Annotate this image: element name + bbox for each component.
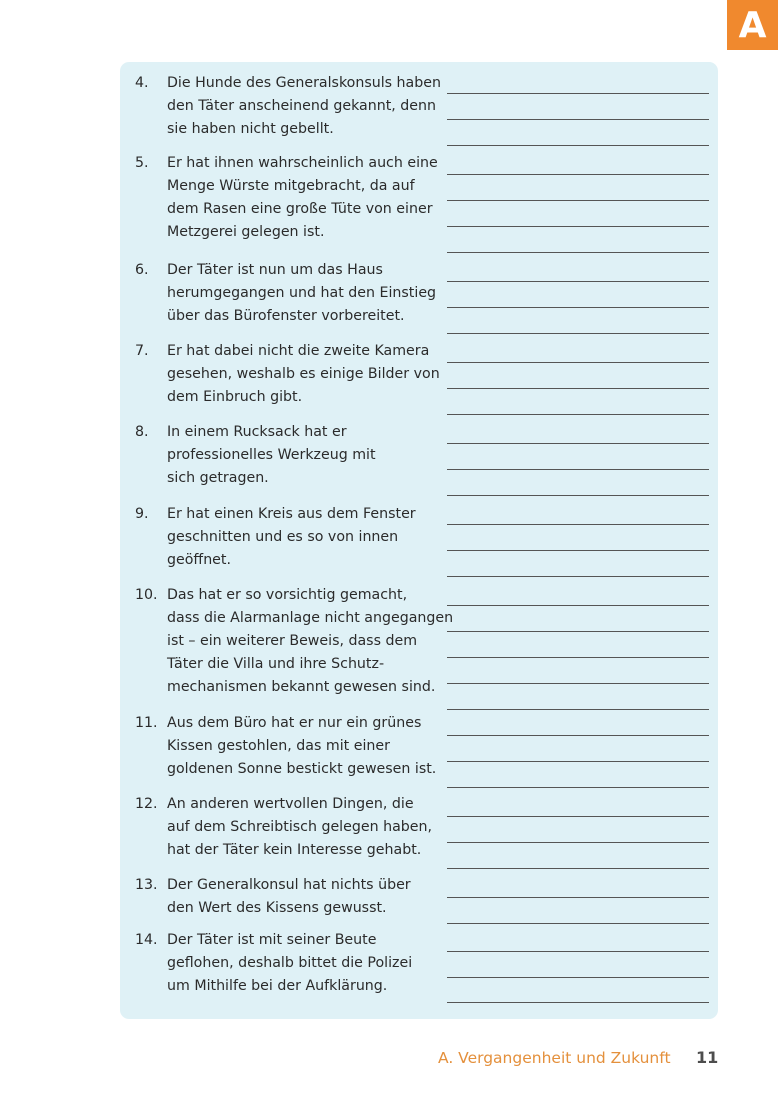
answer-line[interactable] [447,923,709,924]
answer-line[interactable] [447,787,709,788]
item-number: 11. [135,715,158,731]
item-text-line: geflohen, deshalb bittet die Polizei [167,955,413,971]
item-text-line: An anderen wertvollen Dingen, die [167,796,414,812]
answer-line[interactable] [447,469,709,470]
item-text-line: goldenen Sonne bestickt gewesen ist. [167,761,437,777]
item-number: 12. [135,796,158,812]
answer-line[interactable] [447,761,709,762]
answer-line[interactable] [447,683,709,684]
item-text-line: Die Hunde des Generalskonsuls haben [167,75,441,91]
item-text-line: dass die Alarmanlage nicht angegangen [167,610,454,626]
answer-line[interactable] [447,281,709,282]
item-text-line: In einem Rucksack hat er [167,424,347,440]
item-text-line: Er hat dabei nicht die zweite Kamera [167,343,430,359]
answer-line[interactable] [447,816,709,817]
item-text-line: ist – ein weiterer Beweis, dass dem [167,633,418,649]
answer-line[interactable] [447,1002,709,1003]
footer-section-title: A. Vergangenheit und Zukunft [438,1049,671,1067]
item-number: 14. [135,932,158,948]
answer-line[interactable] [447,200,709,201]
answer-line[interactable] [447,977,709,978]
exercise-panel [120,62,718,1019]
item-text-line: Er hat einen Kreis aus dem Fenster [167,506,416,522]
answer-line[interactable] [447,868,709,869]
item-text-line: den Wert des Kissens gewusst. [167,900,387,916]
item-text-line: hat der Täter kein Interesse gehabt. [167,842,422,858]
answer-line[interactable] [447,524,709,525]
item-text-line: geschnitten und es so von innen [167,529,399,545]
answer-line[interactable] [447,119,709,120]
item-text-line: Er hat ihnen wahrscheinlich auch eine [167,155,438,171]
item-text-line: geöffnet. [167,552,231,568]
answer-line[interactable] [447,951,709,952]
item-text-line: Kissen gestohlen, das mit einer [167,738,390,754]
answer-line[interactable] [447,174,709,175]
answer-line[interactable] [447,550,709,551]
item-number: 4. [135,75,149,91]
item-number: 8. [135,424,149,440]
item-number: 7. [135,343,149,359]
item-text-line: Das hat er so vorsichtig gemacht, [167,587,408,603]
answer-line[interactable] [447,897,709,898]
item-text-line: Der Täter ist mit seiner Beute [167,932,377,948]
answer-line[interactable] [447,226,709,227]
item-text-line: um Mithilfe bei der Aufklärung. [167,978,388,994]
item-text-line: den Täter anscheinend gekannt, denn [167,98,437,114]
item-text-line: Metzgerei gelegen ist. [167,224,325,240]
answer-line[interactable] [447,145,709,146]
answer-line[interactable] [447,388,709,389]
item-text-line: dem Einbruch gibt. [167,389,303,405]
item-text-line: herumgegangen und hat den Einstieg [167,285,437,301]
page-number: 11 [696,1048,719,1067]
answer-line[interactable] [447,93,709,94]
item-text-line: professionelles Werkzeug mit [167,447,376,463]
section-tab: A [727,0,778,50]
answer-line[interactable] [447,333,709,334]
item-text-line: Menge Würste mitgebracht, da auf [167,178,415,194]
item-text-line: auf dem Schreibtisch gelegen haben, [167,819,433,835]
answer-line[interactable] [447,657,709,658]
item-number: 5. [135,155,149,171]
item-text-line: Aus dem Büro hat er nur ein grünes [167,715,422,731]
item-text-line: Der Täter ist nun um das Haus [167,262,383,278]
answer-line[interactable] [447,842,709,843]
item-text-line: sich getragen. [167,470,269,486]
answer-line[interactable] [447,576,709,577]
item-text-line: Der Generalkonsul hat nichts über [167,877,411,893]
item-number: 9. [135,506,149,522]
item-text-line: mechanismen bekannt gewesen sind. [167,679,436,695]
answer-line[interactable] [447,735,709,736]
item-text-line: gesehen, weshalb es einige Bilder von [167,366,440,382]
answer-line[interactable] [447,631,709,632]
answer-line[interactable] [447,443,709,444]
item-number: 10. [135,587,158,603]
item-text-line: dem Rasen eine große Tüte von einer [167,201,433,217]
item-number: 13. [135,877,158,893]
answer-line[interactable] [447,414,709,415]
answer-line[interactable] [447,307,709,308]
item-text-line: Täter die Villa und ihre Schutz- [167,656,385,672]
item-text-line: sie haben nicht gebellt. [167,121,334,137]
item-text-line: über das Bürofenster vorbereitet. [167,308,405,324]
answer-line[interactable] [447,362,709,363]
item-number: 6. [135,262,149,278]
answer-line[interactable] [447,495,709,496]
answer-line[interactable] [447,605,709,606]
answer-line[interactable] [447,252,709,253]
answer-line[interactable] [447,709,709,710]
